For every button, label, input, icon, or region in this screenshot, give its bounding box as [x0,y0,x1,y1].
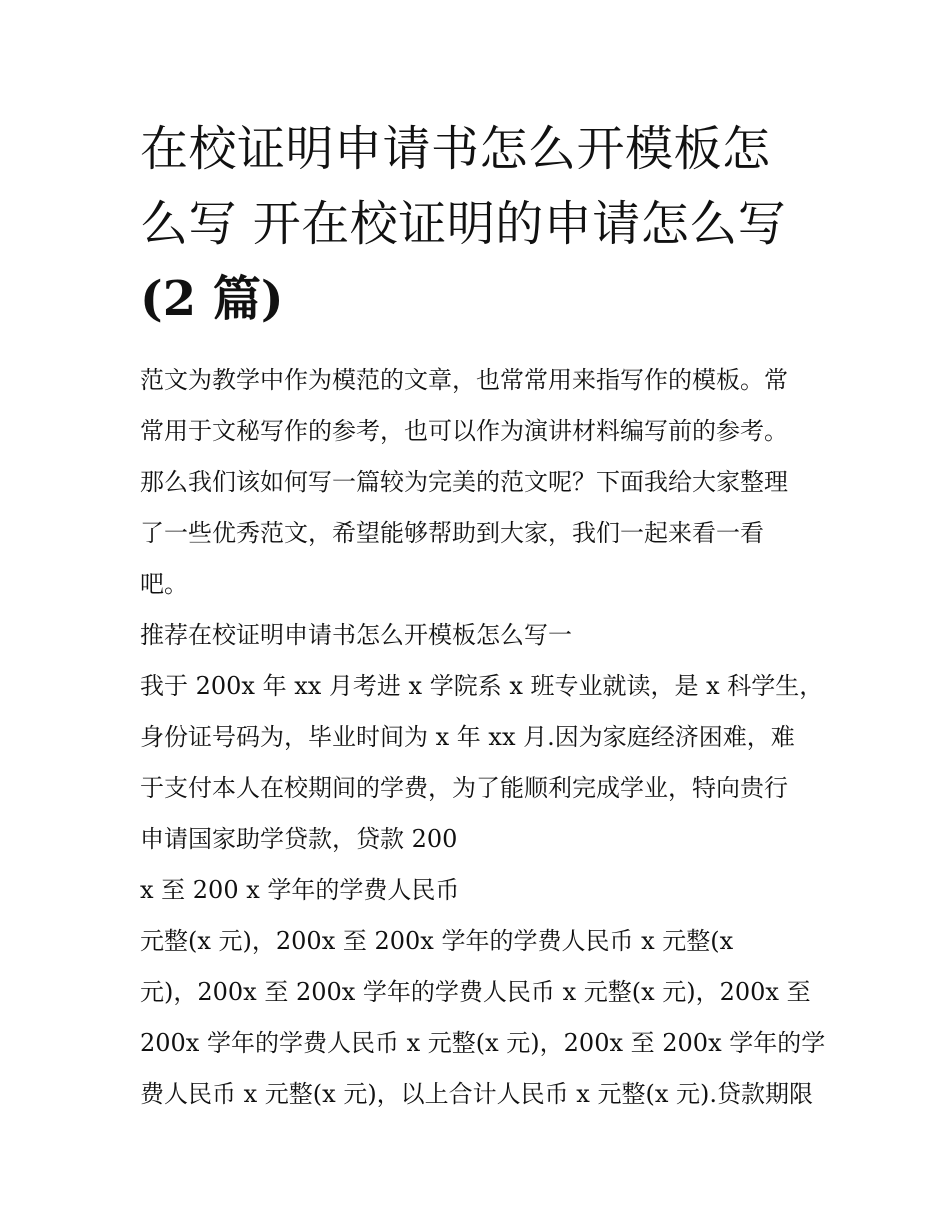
body-line-12: 元整(x 元)，200x 至 200x 学年的学费人民币 x 元整(x [140,927,734,955]
body-line-7: 我于 200x 年 xx 月考进 x 学院系 x 班专业就读，是 x 科学生， [140,672,824,700]
body-line-14: 200x 学年的学费人民币 x 元整(x 元)，200x 至 200x 学年的学 [140,1029,826,1057]
body-line-3: 那么我们该如何写一篇较为完美的范文呢？下面我给大家整理 [140,468,788,496]
title-line-1: 在校证明申请书怎么开模板怎 [140,121,771,177]
document-body [140,355,830,1120]
body-line-11: x 至 200 x 学年的学费人民币 [140,876,460,904]
body-line-2: 常用于文秘写作的参考，也可以作为演讲材料编写前的参考。 [140,417,788,445]
body-line-8: 身份证号码为，毕业时间为 x 年 xx 月.因为家庭经济困难，难 [140,723,795,751]
section-heading: 推荐在校证明申请书怎么开模板怎么写一 [140,621,572,649]
body-line-9: 于支付本人在校期间的学费，为了能顺利完成学业，特向贵行 [140,774,788,802]
body-line-10: 申请国家助学贷款，贷款 200 [140,825,458,853]
title-line-3: (2 篇) [140,271,284,327]
document-title [140,112,820,337]
body-line-15: 费人民币 x 元整(x 元)，以上合计人民币 x 元整(x 元).贷款期限 [140,1080,813,1108]
body-line-5: 吧。 [140,570,188,598]
title-line-2: 么写 开在校证明的申请怎么写 [140,196,787,252]
body-line-13: 元)，200x 至 200x 学年的学费人民币 x 元整(x 元)，200x 至 [140,978,811,1006]
body-line-1: 范文为教学中作为模范的文章，也常常用来指写作的模板。常 [140,366,788,394]
body-line-4: 了一些优秀范文，希望能够帮助到大家，我们一起来看一看 [140,519,764,547]
